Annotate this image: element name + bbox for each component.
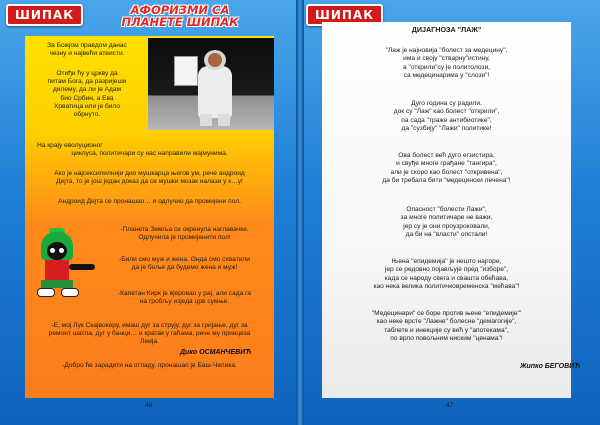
text-line: Леија. [140,338,159,346]
poem-line: "Медецинари" се боре против њене "епидемије"' [371,310,522,317]
astronaut-face [208,53,222,67]
eye [50,248,55,253]
text-line: Ако је најсексипилнији дио мушкарца његов ум, рече андроид [54,170,245,177]
author-signature-left: Дико ОСМАНЧЕВИЋ [180,349,252,356]
spread-spine [296,0,304,425]
poem-stanza-3 [322,152,571,186]
text-line: За Божјом правдом данас [47,42,127,49]
left-page-title [80,4,280,28]
text-line: циклуса, политичари су нас направили мајмунима. [71,150,228,158]
poem-line: јер су је они проузроковали, [403,222,490,230]
magazine-logo-right: ШИПАК [306,4,383,26]
poem-line: и свуђе многе грађане "тангира", [396,160,497,168]
aphorism-kirk [97,290,272,306]
body [45,260,69,282]
text-line: да је боље да будемо жена и муж! [131,264,238,272]
poem-stanza-4 [322,206,571,240]
pointing-arm [69,264,95,270]
astronaut-suit [198,66,232,118]
aphorism-intro [27,42,147,58]
poem-line: Опасност "болести Лажи", [406,206,487,213]
text-line: Одлучила је промијенити пол! [138,234,231,242]
poem-line: док су "Лаж" као болест "открили", [393,108,500,116]
poem-line: да "сузбију" "Лажи" политике! [401,125,492,133]
poem-line: да би на "власти" опстали! [405,231,488,239]
text-line: чезну и највећи атеисти. [49,50,125,58]
shoe [37,288,55,297]
poem-line: као нека велика политичковременска "мећава"! [373,283,520,291]
text-line: -Планета Земља се окренула наглавачке. [120,226,249,233]
poem-stanza-1 [322,47,571,81]
aphorism-church [27,70,147,119]
left-title-line-1: АФОРИЗМИ СА [130,3,230,17]
poem-title: ДИЈАГНОЗА "ЛАЖ" [411,25,482,34]
text-line: На крају еволуционог [37,142,103,149]
flag-sign [174,56,198,86]
text-line: био Србин, а Ева [60,94,114,102]
poem-stanza-2 [322,100,571,134]
text-line: -Били смо муж и жена. Онда смо схватили [119,256,250,263]
aphorism-husband-wife [97,256,272,272]
poem-line: Ова болест већ дуго егзистира, [398,152,495,159]
text-line: на гробљу изједа црв сумње. [139,298,230,306]
aphorism-gender [27,198,272,206]
aphorism-planet [97,226,272,242]
text-line: питам Бога, да разријеши [47,78,127,86]
aphorism-skywalker [27,322,272,347]
aphorism-scrapyard [27,362,272,370]
shoe [61,288,79,297]
poem-line: Њена "епидемија" је нешто најгоре, [391,258,502,265]
astronaut-photo [148,38,274,130]
poem-line: као неке врсте "Лажне" болесне "демагогије", [376,318,517,326]
marvin-martian-illustration [27,228,99,296]
poem-line: има и своју "стварну"истину, [403,55,490,63]
text-line: -Добро ће зарадити на отпаду, пронашао је Баш-Челика. [62,362,237,369]
magazine-logo-left: ШИПАК [6,4,83,26]
poem-line: са медецинарима у "слози"! [403,72,490,80]
poem-stanza-5 [322,258,571,292]
poem-stanza-6 [322,310,571,344]
text-line: -Капетан Кирк је вјеровао у рај, али сада га [117,290,252,297]
eye [59,248,64,253]
poem-line: по врло повољним ниским "ценама"! [390,335,503,343]
astronaut-leg [218,114,230,126]
text-line: обрнуто. [73,111,101,119]
poem-line: па сада "траже антибиотике", [401,116,492,124]
left-title-line-2: ПЛАНЕТЕ ШИПАК [121,15,239,29]
page-number-left: 46 [145,402,153,409]
text-line: ремонт шатла, дуг у банци… и кратак у гаћама, рече му принцеза [48,330,251,338]
aphorism-android-data [27,170,272,186]
poem-line: Дуго година су радили, [411,100,482,107]
poem-line: а "открили"су је политолози, [402,63,491,71]
text-line: Хрватица или је било [53,102,121,110]
text-line: Андроид Дејта се пронашао… и одлучио да промијени пол. [58,198,241,205]
skirt [41,280,73,288]
poem-line: таблете и инекције су већ у "апотекама", [384,326,509,334]
poem-line: за многе политичаре не важи, [400,214,493,222]
poem-line: али је скоро као болест "откривена", [390,168,503,176]
poem-line: када се народу свега и свашта обећава, [384,274,509,282]
text-line: дилему, да ли је Адам [52,86,122,94]
page-number-right: 47 [446,402,454,409]
left-page [25,36,274,398]
astronaut-leg [200,114,212,126]
text-line: Дејта, то је још један доказ да се мушки мозак налази у к…у! [56,178,243,186]
text-line: Отиђи ћу у цркву да [56,70,118,77]
aphorism-evolution [27,142,272,158]
poem-line: "Лаж је најновија "болест за медецину", [385,47,508,54]
poem-line: да би требала бити "медецински лечена"! [382,177,511,185]
poem-line: јер се редовно појављује пред "изборе", [384,266,509,274]
text-line: -Е, мој Лук Скајвокеру, имаш дуг за струју, дуг за гријање, дуг за [51,322,248,329]
author-signature-right: Жипко БЕГОВИЋ [520,363,581,370]
